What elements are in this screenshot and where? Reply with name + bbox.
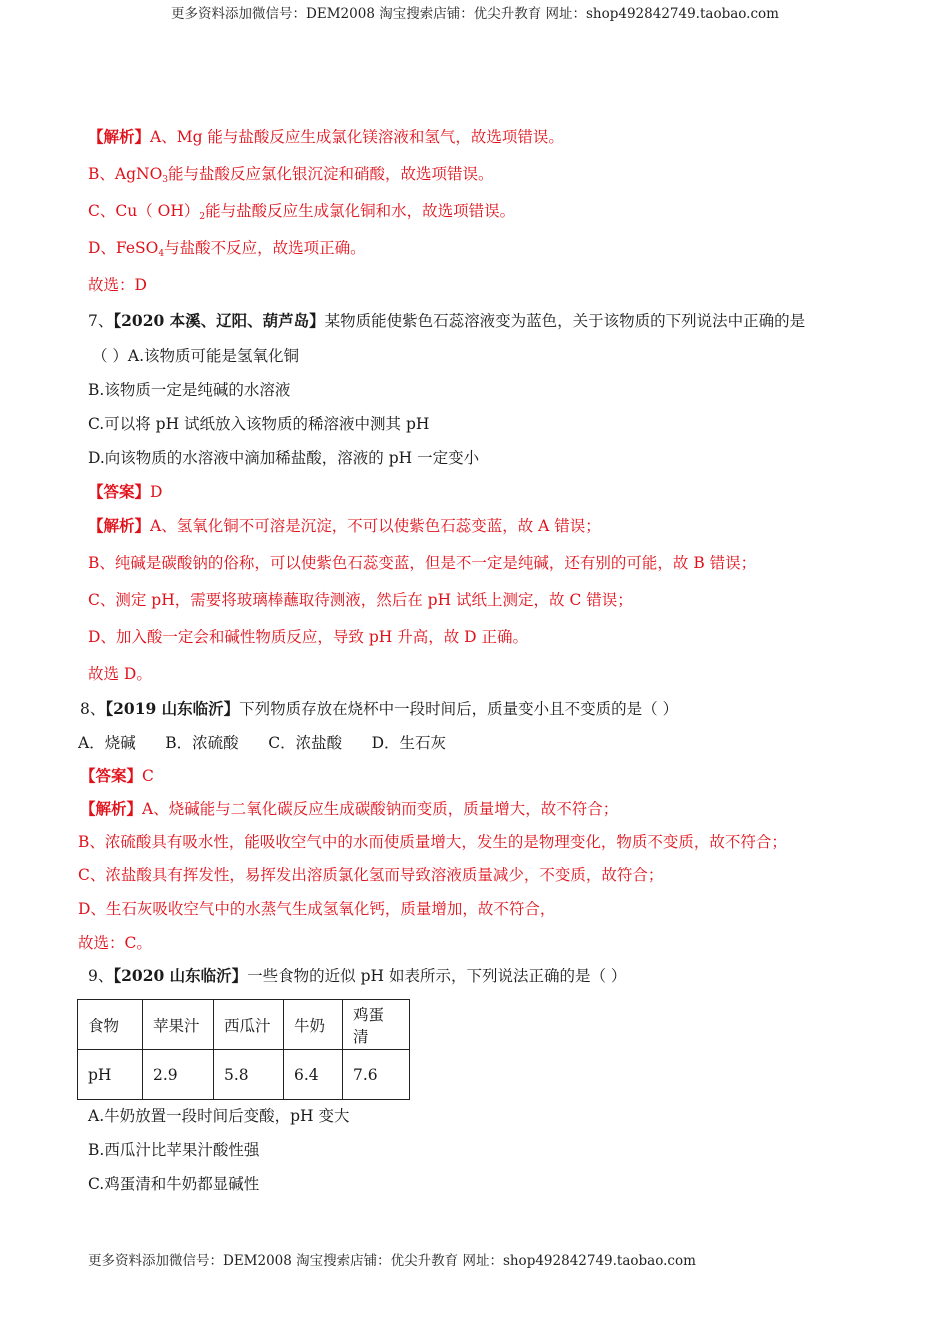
q8-stem xyxy=(80,699,678,719)
table-cell: 食物 xyxy=(78,1000,143,1050)
q8-final-answer: 故选：C。 xyxy=(78,934,152,952)
q9-number: 9、 xyxy=(88,967,114,985)
q9-option-a: A.牛奶放置一段时间后变酸，pH 变大 xyxy=(88,1107,350,1125)
q7-explanation-c: C、测定 pH，需要将玻璃棒蘸取待测液，然后在 pH 试纸上测定，故 C 错误； xyxy=(88,591,633,609)
table-row xyxy=(78,1050,410,1100)
table-cell: 5.8 xyxy=(214,1050,284,1100)
q7-stem xyxy=(88,311,805,331)
q6-b-pre: B、AgNO xyxy=(88,165,163,183)
q8-number: 8、 xyxy=(80,700,106,718)
ph-table xyxy=(77,999,410,1100)
q7-option-d: D.向该物质的水溶液中滴加稀盐酸，溶液的 pH 一定变小 xyxy=(88,449,480,467)
table-header-row xyxy=(78,1000,410,1050)
q7-final-answer: 故选 D。 xyxy=(88,665,152,683)
q6-explanation-a xyxy=(88,127,564,147)
table-cell: 西瓜汁 xyxy=(214,1000,284,1050)
q9-stem xyxy=(88,966,626,986)
q8-options: A．烧碱 B．浓硫酸 C．浓盐酸 D．生石灰 xyxy=(78,734,447,752)
q7-option-b: B.该物质一定是纯碱的水溶液 xyxy=(88,381,291,399)
q9-option-b: B.西瓜汁比苹果汁酸性强 xyxy=(88,1141,260,1159)
q6-d-sub: 4 xyxy=(158,249,165,259)
table-cell: 苹果汁 xyxy=(143,1000,214,1050)
q9-stem-text: 一些食物的近似 pH 如表所示，下列说法正确的是（ ） xyxy=(247,967,627,985)
q7-answer-tag: 【答案】 xyxy=(88,482,151,501)
q8-explanation-c: C、浓盐酸具有挥发性，易挥发出溶质氯化氢而导致溶液质量减少，不变质，故符合； xyxy=(78,866,664,884)
q7-explanation-a xyxy=(88,516,601,536)
q6-explanation-c xyxy=(88,201,515,227)
table-cell: 2.9 xyxy=(143,1050,214,1100)
q7-option-c: C.可以将 pH 试纸放入该物质的稀溶液中测其 pH xyxy=(88,415,430,433)
q8-answer xyxy=(80,766,154,786)
q8-explanation-a-text: A、烧碱能与二氧化碳反应生成碳酸钠而变质，质量增大，故不符合； xyxy=(142,800,619,818)
q7-explanation-b: B、纯碱是碳酸钠的俗称，可以使紫色石蕊变蓝，但是不一定是纯碱，还有别的可能，故 B 错误； xyxy=(88,554,757,572)
q6-c-pre: C、Cu（ OH） xyxy=(88,202,200,220)
q6-explanation-d xyxy=(88,238,366,264)
q7-explanation-a-text: A、氢氧化铜不可溶是沉淀，不可以使紫色石蕊变蓝，故 A 错误； xyxy=(150,517,601,535)
q7-source: 【2020 本溪、辽阳、葫芦岛】 xyxy=(113,311,325,330)
q8-explanation-tag: 【解析】 xyxy=(80,799,143,818)
q7-answer-value: D xyxy=(150,483,163,501)
q7-stem-text: 某物质能使紫色石蕊溶液变为蓝色，关于该物质的下列说法中正确的是 xyxy=(324,312,806,330)
q8-answer-tag: 【答案】 xyxy=(80,766,143,785)
table-cell: 鸡蛋清 xyxy=(343,1000,410,1050)
q6-explanation-tag: 【解析】 xyxy=(88,127,151,146)
q6-d-post: 与盐酸不反应，故选项正确。 xyxy=(164,239,366,257)
q6-explanation-a-text: A、Mg 能与盐酸反应生成氯化镁溶液和氢气，故选项错误。 xyxy=(150,128,564,146)
q6-final-answer: 故选：D xyxy=(88,276,147,294)
table-cell: 7.6 xyxy=(343,1050,410,1100)
q9-source: 【2020 山东临沂】 xyxy=(113,966,248,985)
q7-answer xyxy=(88,482,162,502)
q8-explanation-d: D、生石灰吸收空气中的水蒸气生成氢氧化钙，质量增加，故不符合， xyxy=(78,900,556,918)
q6-explanation-b xyxy=(88,164,494,190)
q7-option-a: （ ）A.该物质可能是氢氧化铜 xyxy=(92,347,300,365)
table-cell: 牛奶 xyxy=(284,1000,343,1050)
q6-d-pre: D、FeSO xyxy=(88,239,159,257)
table-cell: 6.4 xyxy=(284,1050,343,1100)
q8-source: 【2019 山东临沂】 xyxy=(105,699,240,718)
q6-c-post: 能与盐酸反应生成氯化铜和水，故选项错误。 xyxy=(205,202,516,220)
page-footer: 更多资料添加微信号：DEM2008 淘宝搜索店铺：优尖升教育 网址：shop492842749.taobao.com xyxy=(88,1253,696,1269)
q6-b-post: 能与盐酸反应氯化银沉淀和硝酸，故选项错误。 xyxy=(168,165,494,183)
q6-b-sub: 3 xyxy=(162,175,169,185)
q8-stem-text: 下列物质存放在烧杯中一段时间后，质量变小且不变质的是（ ） xyxy=(239,700,679,718)
q6-c-sub: 2 xyxy=(199,212,206,222)
q9-option-c: C.鸡蛋清和牛奶都显碱性 xyxy=(88,1175,260,1193)
page-header: 更多资料添加微信号：DEM2008 淘宝搜索店铺：优尖升教育 网址：shop492842749.taobao.com xyxy=(171,6,779,22)
q8-answer-value: C xyxy=(142,767,154,785)
table-cell: pH xyxy=(78,1050,143,1100)
q8-explanation-a xyxy=(80,799,618,819)
q7-explanation-tag: 【解析】 xyxy=(88,516,151,535)
q7-explanation-d: D、加入酸一定会和碱性物质反应，导致 pH 升高，故 D 正确。 xyxy=(88,628,529,646)
q8-explanation-b: B、浓硫酸具有吸水性，能吸收空气中的水而使质量增大，发生的是物理变化，物质不变质，故不符合； xyxy=(78,833,787,851)
q7-number: 7、 xyxy=(88,312,114,330)
